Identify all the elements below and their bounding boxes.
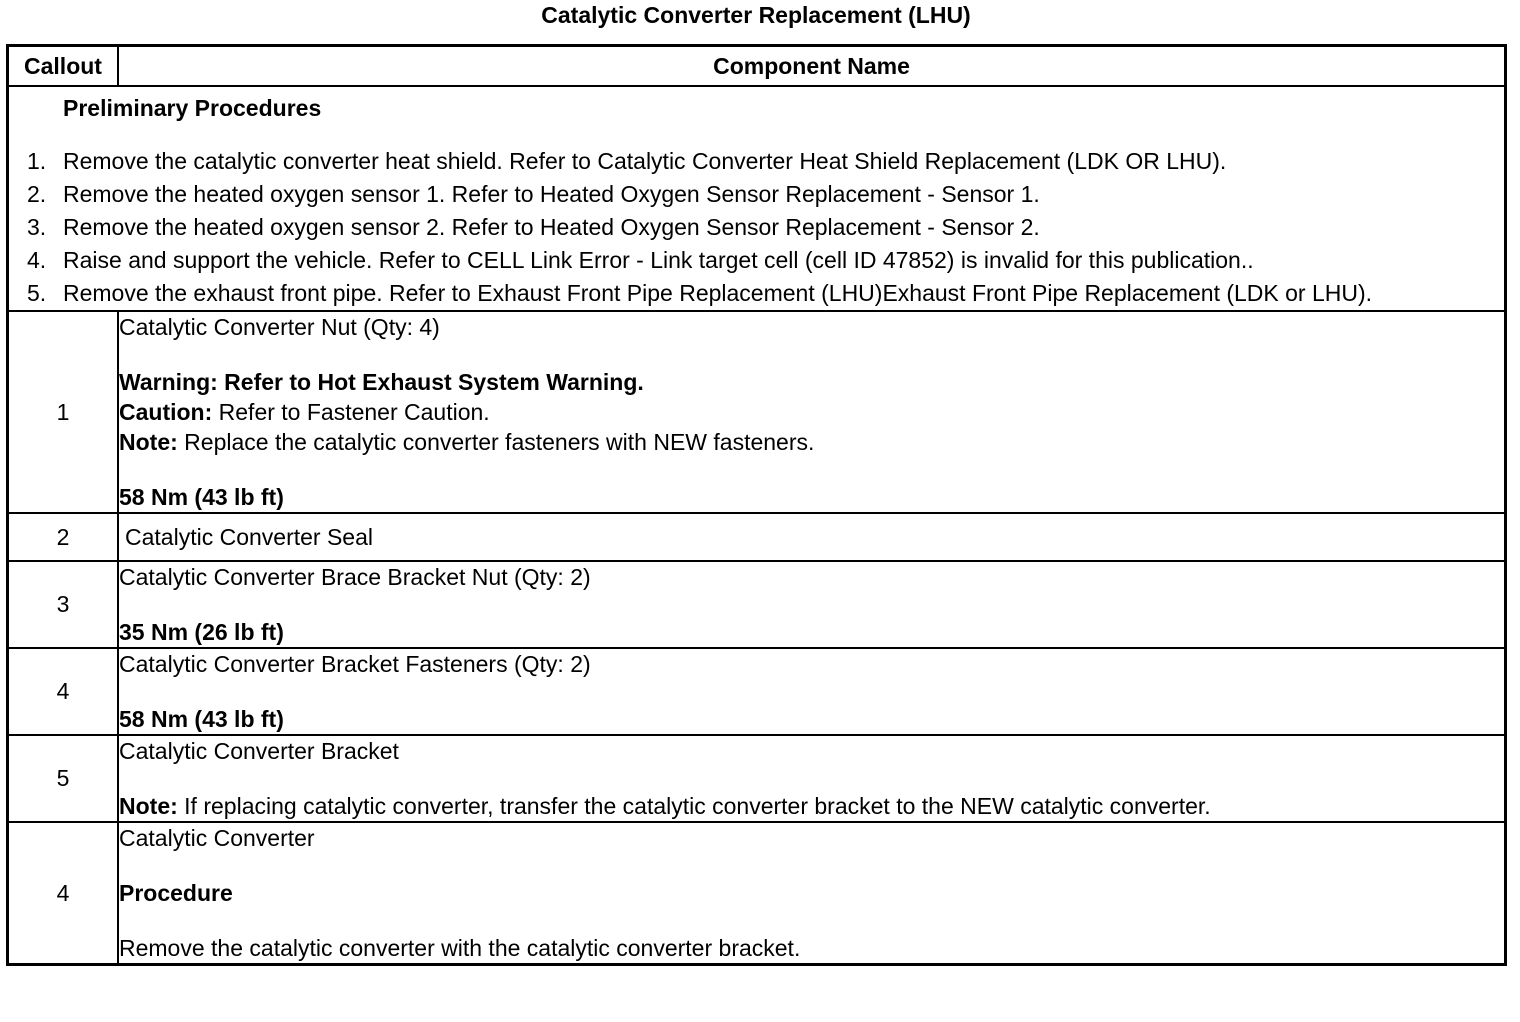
caution-line <box>119 397 1504 427</box>
table-row <box>8 822 1506 965</box>
step-text: Remove the exhaust front pipe. Refer to Exhaust Front Pipe Replacement (LHU)Exhaust Front Pipe Replacement (LDK or LHU). <box>63 280 1373 306</box>
list-item <box>9 211 1504 244</box>
callout-cell: 4 <box>8 648 119 735</box>
step-number: 2. <box>27 181 47 207</box>
callout-cell: 1 <box>8 311 119 513</box>
table-row <box>8 311 1506 513</box>
component-cell <box>118 311 1506 513</box>
warning-text: Warning: Refer to Hot Exhaust System Warning. <box>119 369 644 395</box>
table-row <box>8 561 1506 648</box>
step-number: 5. <box>27 280 47 306</box>
note-line <box>119 427 1504 457</box>
preliminary-procedures-heading: Preliminary Procedures <box>63 95 322 121</box>
callout-column-header: Callout <box>8 46 119 87</box>
component-cell <box>118 735 1506 822</box>
procedure-text: Remove the catalytic converter with the catalytic converter bracket. <box>119 935 801 961</box>
step-number: 1. <box>27 148 47 174</box>
step-text: Remove the catalytic converter heat shield. Refer to Catalytic Converter Heat Shield Replacement (LDK OR LHU). <box>63 148 1227 174</box>
preliminary-row <box>8 86 1506 311</box>
callout-cell: 4 <box>8 822 119 965</box>
component-cell <box>118 822 1506 965</box>
table-row <box>8 648 1506 735</box>
component-name-column-header: Component Name <box>118 46 1506 87</box>
component-name: Catalytic Converter Bracket <box>119 738 399 764</box>
table-row <box>8 735 1506 822</box>
note-label: Note: <box>119 793 178 819</box>
list-item <box>9 277 1504 310</box>
preliminary-steps-list <box>9 145 1504 310</box>
callout-cell: 5 <box>8 735 119 822</box>
step-text: Remove the heated oxygen sensor 2. Refer to Heated Oxygen Sensor Replacement - Sensor 2. <box>63 214 1040 240</box>
torque-spec: 58 Nm (43 lb ft) <box>119 484 284 510</box>
component-name: Catalytic Converter Bracket Fasteners (Qty: 2) <box>119 651 591 677</box>
step-text: Remove the heated oxygen sensor 1. Refer to Heated Oxygen Sensor Replacement - Sensor 1. <box>63 181 1040 207</box>
caution-text: Refer to Fastener Caution. <box>212 399 490 425</box>
preliminary-procedures-cell <box>8 86 1506 311</box>
list-item <box>9 178 1504 211</box>
note-text: If replacing catalytic converter, transfer the catalytic converter bracket to the NEW catalytic converter. <box>177 793 1211 819</box>
component-table <box>6 44 1507 966</box>
note-text: Replace the catalytic converter fasteners with NEW fasteners. <box>177 429 815 455</box>
callout-cell: 3 <box>8 561 119 648</box>
step-number: 4. <box>27 247 47 273</box>
component-name: Catalytic Converter Nut (Qty: 4) <box>119 314 440 340</box>
list-item <box>9 244 1504 277</box>
step-number: 3. <box>27 214 47 240</box>
component-cell <box>118 648 1506 735</box>
component-name: Catalytic Converter Seal <box>125 524 373 550</box>
torque-spec: 35 Nm (26 lb ft) <box>119 619 284 645</box>
table-header-row <box>8 46 1506 87</box>
note-line <box>119 791 1504 821</box>
callout-cell: 2 <box>8 513 119 561</box>
note-label: Note: <box>119 429 178 455</box>
table-row <box>8 513 1506 561</box>
component-cell <box>118 561 1506 648</box>
caution-label: Caution: <box>119 399 213 425</box>
component-cell <box>118 513 1506 561</box>
component-name: Catalytic Converter <box>119 825 315 851</box>
procedure-heading: Procedure <box>119 880 233 906</box>
page-title: Catalytic Converter Replacement (LHU) <box>541 2 971 28</box>
list-item <box>9 145 1504 178</box>
step-text: Raise and support the vehicle. Refer to CELL Link Error - Link target cell (cell ID 47852) is invalid for this publication.. <box>63 247 1254 273</box>
torque-spec: 58 Nm (43 lb ft) <box>119 706 284 732</box>
component-name: Catalytic Converter Brace Bracket Nut (Qty: 2) <box>119 564 591 590</box>
